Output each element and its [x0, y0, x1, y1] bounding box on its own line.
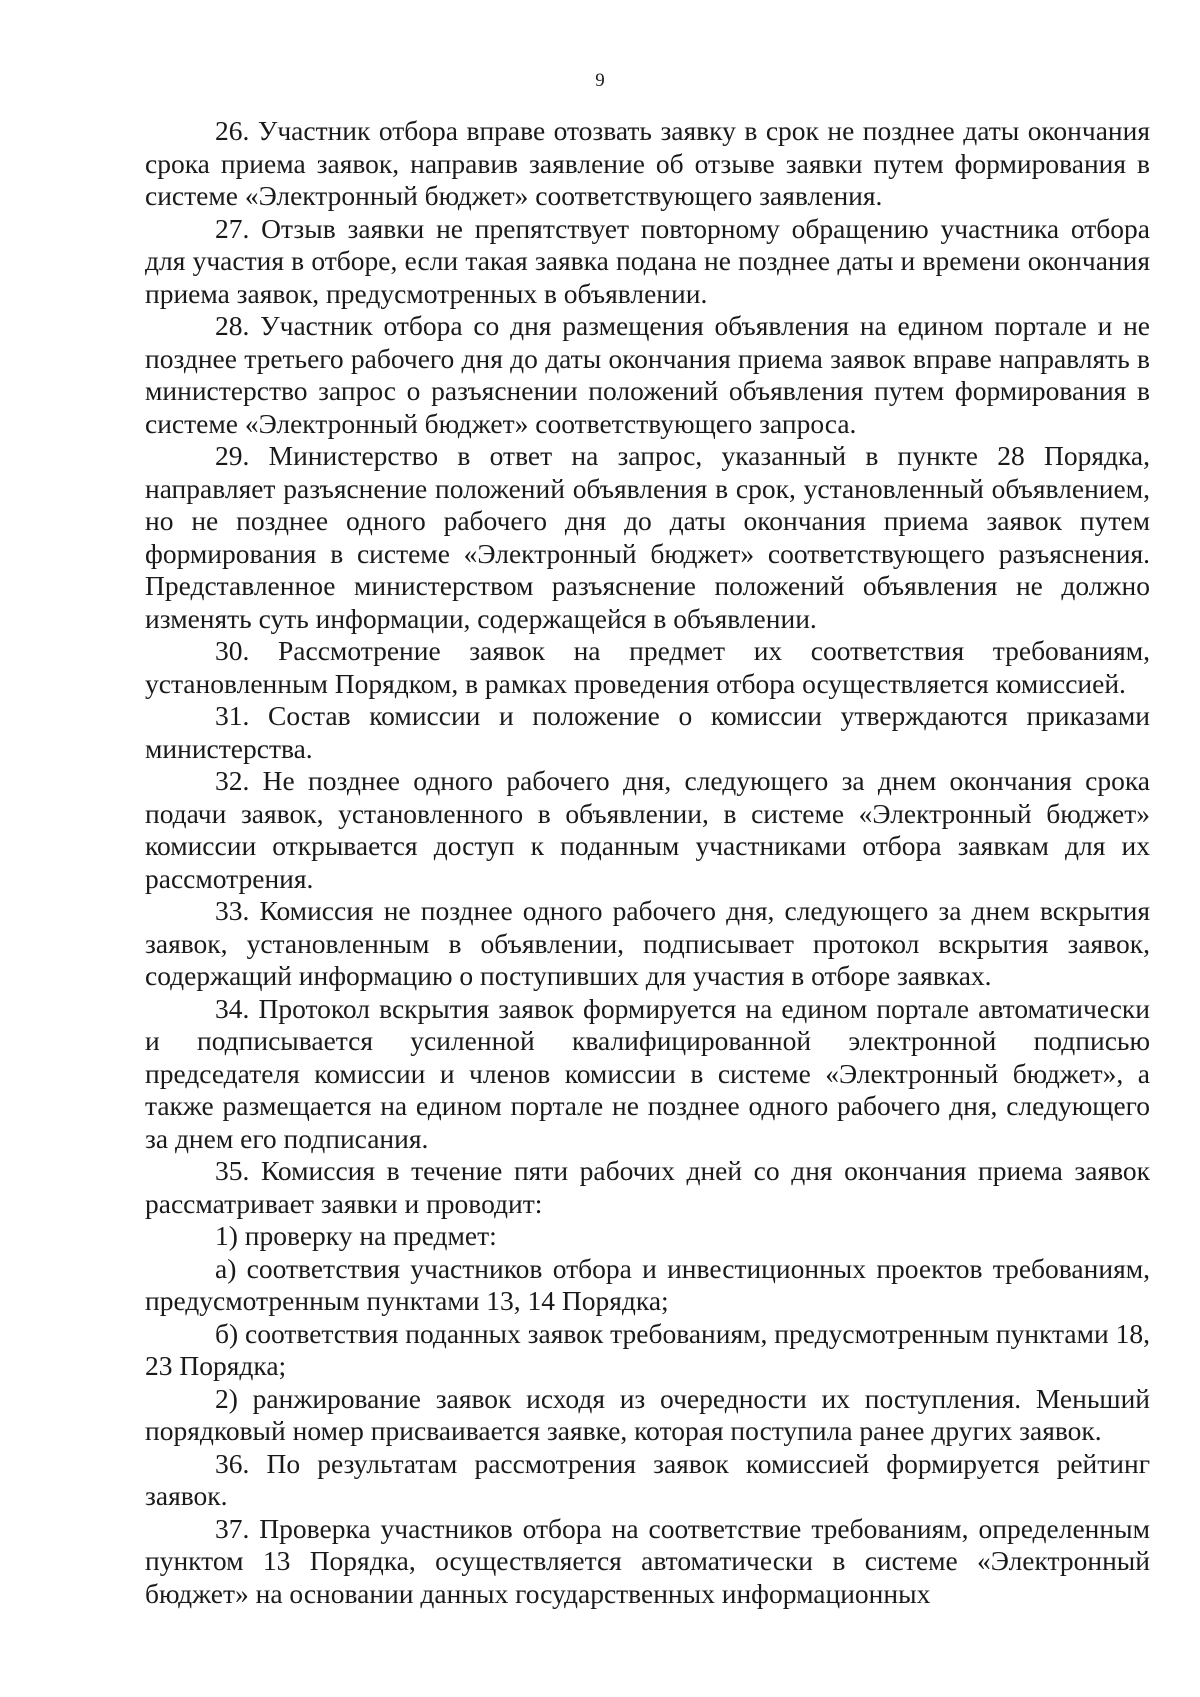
paragraph-28: 28. Участник отбора со дня размещения объявления на едином портале и не позднее третьего рабочего дня до даты окончания приема заявок вправе направлять в министерство запрос о разъяснении положений объявления путем формирования в системе «Электронный бюджет» соответствующего запроса.: [145, 310, 1150, 439]
paragraph-31: 31. Состав комиссии и положение о комиссии утверждаются приказами министерства.: [145, 700, 1150, 764]
paragraph-37: 37. Проверка участников отбора на соответствие требованиям, определенным пунктом 13 Порядка, осуществляется автоматически в системе «Электронный бюджет» на основании данных государственных информационных: [145, 1512, 1150, 1609]
paragraph-27: 27. Отзыв заявки не препятствует повторному обращению участника отбора для участия в отборе, если такая заявка подана не позднее даты и времени окончания приема заявок, предусмотренных в объявлении.: [145, 212, 1150, 309]
paragraph-26: 26. Участник отбора вправе отозвать заявку в срок не позднее даты окончания срока приема заявок, направив заявление об отзыве заявки путем формирования в системе «Электронный бюджет» соответствующего заявления.: [145, 115, 1150, 211]
page-number: 9: [595, 70, 605, 91]
subitem-1-b: б) соответствия поданных заявок требованиям, предусмотренным пунктами 18, 23 Порядка;: [145, 1317, 1150, 1381]
document-body: [145, 115, 1150, 1610]
subitem-1-a: а) соответствия участников отбора и инвестиционных проектов требованиям, предусмотренным пунктами 13, 14 Порядка;: [145, 1252, 1150, 1316]
subitem-1: 1) проверку на предмет:: [215, 1220, 497, 1251]
paragraph-30: 30. Рассмотрение заявок на предмет их соответствия требованиям, установленным Порядком, в рамках проведения отбора осуществляется комиссией.: [145, 635, 1150, 699]
paragraph-29: 29. Министерство в ответ на запрос, указанный в пункте 28 Порядка, направляет разъяснение положений объявления в срок, установленный объявлением, но не позднее одного рабочего дня до даты окончания приема заявок путем формирования в системе «Электронный бюджет» соответствующего разъяснения. Представленное министерством разъяснение положений объявления не должно изменять суть информации, содержащейся в объявлении.: [145, 440, 1150, 634]
paragraph-32: 32. Не позднее одного рабочего дня, следующего за днем окончания срока подачи заявок, установленного в объявлении, в системе «Электронный бюджет» комиссии открывается доступ к поданным участниками отбора заявкам для их рассмотрения.: [145, 765, 1150, 894]
paragraph-36: 36. По результатам рассмотрения заявок комиссией формируется рейтинг заявок.: [145, 1447, 1150, 1511]
paragraph-35: 35. Комиссия в течение пяти рабочих дней со дня окончания приема заявок рассматривает заявки и проводит:: [145, 1155, 1150, 1219]
subitem-2: 2) ранжирование заявок исходя из очередности их поступления. Меньший порядковый номер присваивается заявке, которая поступила ранее других заявок.: [145, 1382, 1150, 1446]
paragraph-33: 33. Комиссия не позднее одного рабочего дня, следующего за днем вскрытия заявок, установленным в объявлении, подписывает протокол вскрытия заявок, содержащий информацию о поступивших для участия в отборе заявках.: [145, 895, 1150, 991]
paragraph-34: 34. Протокол вскрытия заявок формируется на едином портале автоматически и подписывается усиленной квалифицированной электронной подписью председателя комиссии и членов комиссии в системе «Электронный бюджет», а также размещается на едином портале не позднее одного рабочего дня, следующего за днем его подписания.: [145, 992, 1150, 1154]
